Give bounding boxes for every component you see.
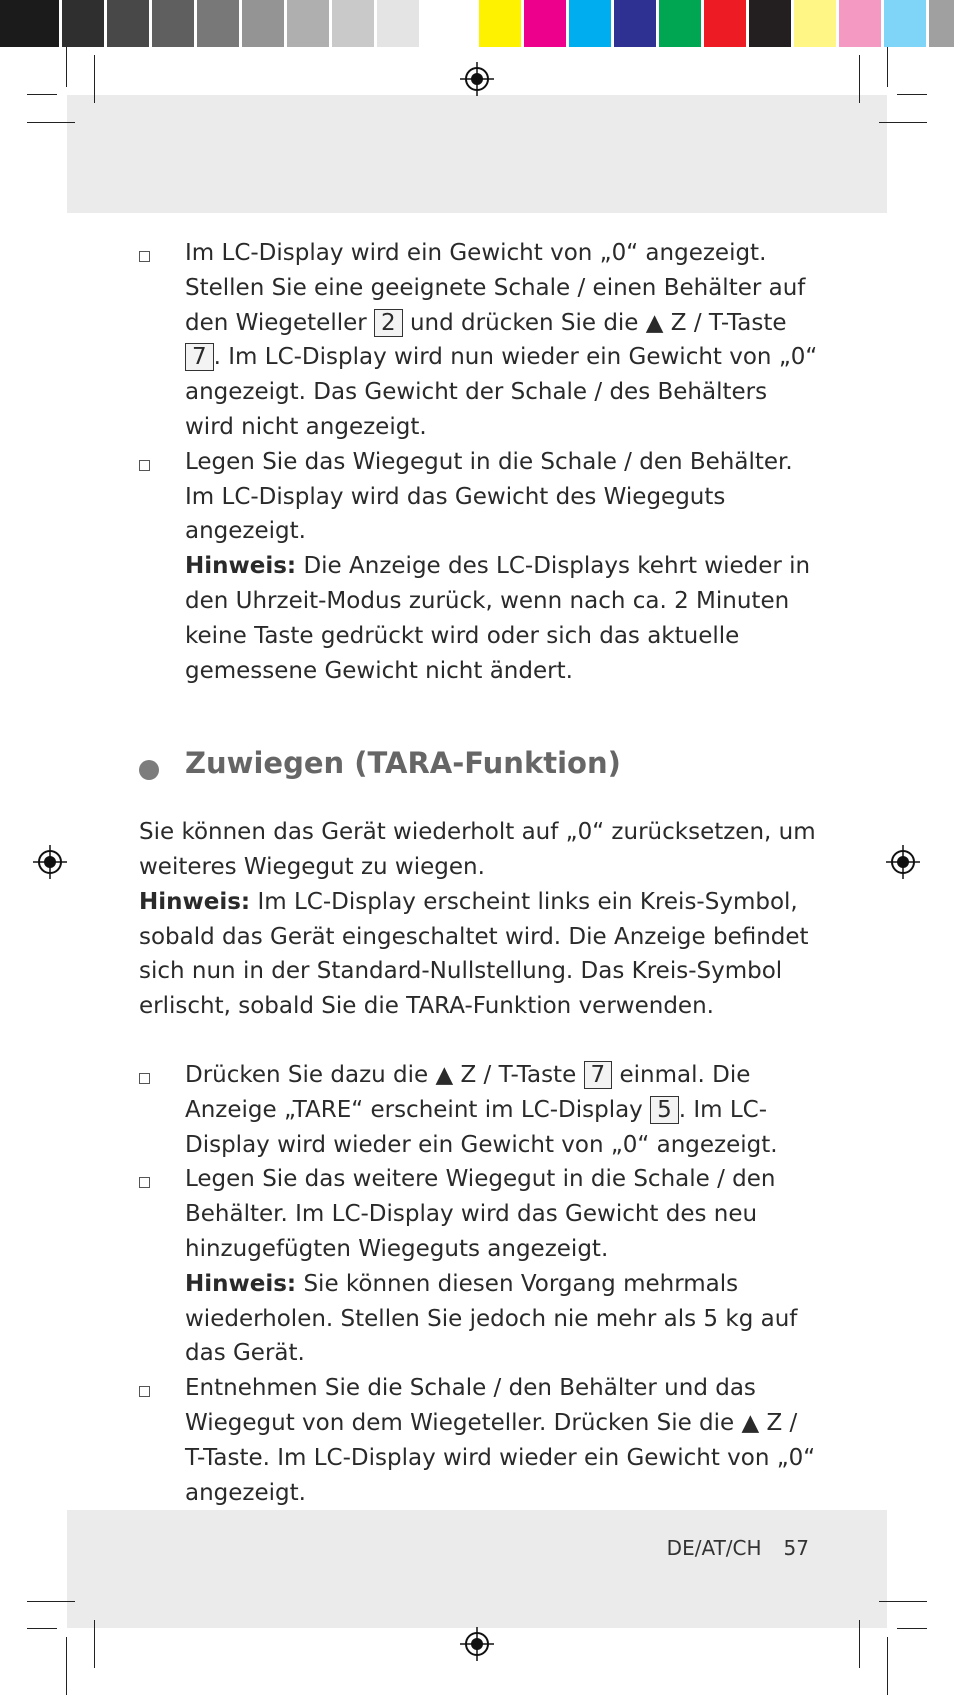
hint-label: Hinweis:	[185, 1270, 297, 1297]
crop-mark	[879, 1601, 927, 1602]
hint-label: Hinweis:	[185, 553, 297, 580]
part-reference-number: 7	[584, 1061, 613, 1089]
registration-mark-icon	[33, 845, 67, 879]
color-swatch	[704, 0, 749, 47]
color-swatch	[152, 0, 197, 47]
crop-mark	[94, 55, 95, 103]
list-item-text: Drücken Sie dazu die ▲ Z / T-Taste	[185, 1061, 584, 1088]
list-item	[139, 445, 819, 689]
list-item-text: Legen Sie das weitere Wiegegut in die Schale / den Behälter. Im LC-Display wird das Gewicht des neu hinzugefügten Wiegeguts angezeigt.	[185, 1166, 776, 1262]
list-item	[139, 1162, 819, 1371]
list-item-text: einmal. Die Anzeige „TARE“ erscheint im LC-Display	[185, 1061, 751, 1123]
color-swatch	[0, 0, 62, 47]
crop-mark	[27, 94, 57, 95]
checkbox-bullet-icon	[139, 460, 150, 471]
crop-mark	[887, 47, 888, 87]
part-reference-number: 5	[650, 1096, 679, 1124]
page-content	[139, 236, 819, 1510]
checkbox-bullet-icon	[139, 1386, 150, 1397]
hint-label: Hinweis:	[139, 888, 251, 915]
list-item	[139, 1371, 819, 1510]
part-reference-number: 2	[374, 309, 403, 337]
checkbox-bullet-icon	[139, 1177, 150, 1188]
page-footer	[645, 1536, 809, 1560]
crop-mark	[859, 55, 860, 103]
color-calibration-bar	[0, 0, 954, 47]
list-item-text: Legen Sie das Wiegegut in die Schale / den Behälter. Im LC-Display wird das Gewicht des Wiegeguts angezeigt.	[185, 448, 793, 545]
list-item	[139, 1058, 819, 1162]
color-swatch	[839, 0, 884, 47]
list-item-text: . Im LC-Display wird wieder ein Gewicht von „0“ angezeigt.	[185, 1096, 778, 1158]
color-swatch	[929, 0, 954, 47]
spacer	[139, 1024, 819, 1058]
list-item-text: und drücken Sie die ▲ Z / T-Taste	[402, 309, 787, 336]
footer-band	[67, 1510, 887, 1628]
instruction-list-1	[139, 236, 819, 688]
color-swatch	[524, 0, 569, 47]
color-swatch	[287, 0, 332, 47]
section-heading	[139, 746, 819, 781]
checkbox-bullet-icon	[139, 1073, 150, 1084]
crop-mark	[66, 47, 67, 87]
color-swatch	[884, 0, 929, 47]
crop-mark	[27, 1601, 75, 1602]
color-swatch	[242, 0, 287, 47]
crop-mark	[859, 1620, 860, 1668]
crop-mark	[879, 122, 927, 123]
registration-mark-icon	[886, 845, 920, 879]
instruction-list-2	[139, 1058, 819, 1510]
color-swatch	[422, 0, 479, 47]
list-item-text: Entnehmen Sie die Schale / den Behälter und das Wiegegut von dem Wiegeteller. Drücken Sie die ▲ Z / T-Taste. Im LC-Display wird wieder ein Gewicht von „0“ angezeigt.	[185, 1375, 816, 1506]
part-reference-number: 7	[185, 343, 214, 371]
section-heading-text: Zuwiegen (TARA-Funktion)	[185, 746, 621, 781]
header-band	[67, 95, 887, 213]
crop-mark	[27, 122, 75, 123]
color-swatch	[62, 0, 107, 47]
hint-text: Im LC-Display erscheint links ein Kreis-Symbol, sobald das Gerät eingeschaltet wird. Die Anzeige befindet sich nun in der Standard-Nullstellung. Das Kreis-Symbol erlischt, sobald Sie die TARA-Funktion verwenden.	[139, 888, 809, 1020]
color-swatch	[197, 0, 242, 47]
color-swatch	[107, 0, 152, 47]
checkbox-bullet-icon	[139, 251, 150, 262]
color-swatch	[614, 0, 659, 47]
color-swatch	[332, 0, 377, 47]
crop-mark	[66, 1637, 67, 1695]
list-item-text: Die Anzeige des LC-Displays kehrt wieder in den Uhrzeit-Modus zurück, wenn nach ca. 2 Minuten keine Taste gedrückt wird oder sich das aktuelle gemessene Gewicht nicht ändert.	[185, 553, 811, 684]
list-item-text: . Im LC-Display wird nun wieder ein Gewicht von „0“ angezeigt. Das Gewicht der Schale / des Behälters wird nicht angezeigt.	[185, 344, 818, 440]
intro-text: Sie können das Gerät wiederholt auf „0“ zurücksetzen, um weiteres Wiegegut zu wiegen.	[139, 819, 816, 880]
color-swatch	[569, 0, 614, 47]
crop-mark	[897, 1628, 927, 1629]
page-number: 57	[783, 1536, 809, 1560]
list-item-text: Sie können diesen Vorgang mehrmals wiederholen. Stellen Sie jedoch nie mehr als 5 kg auf das Gerät.	[185, 1270, 798, 1367]
intro-paragraph	[139, 815, 819, 1024]
registration-mark-icon	[460, 1627, 494, 1661]
list-item	[139, 236, 819, 445]
crop-mark	[27, 1628, 57, 1629]
heading-bullet-icon	[139, 760, 159, 780]
footer-locale: DE/AT/CH	[666, 1536, 762, 1560]
color-swatch	[794, 0, 839, 47]
color-swatch	[479, 0, 524, 47]
color-swatch	[749, 0, 794, 47]
crop-mark	[897, 94, 927, 95]
registration-mark-icon	[460, 62, 494, 96]
color-swatch	[377, 0, 422, 47]
list-item-text: Im LC-Display wird ein Gewicht von „0“ angezeigt. Stellen Sie eine geeignete Schale / einen Behälter auf den Wiegeteller	[185, 240, 806, 336]
color-swatch	[659, 0, 704, 47]
crop-mark	[94, 1620, 95, 1668]
crop-mark	[887, 1637, 888, 1695]
